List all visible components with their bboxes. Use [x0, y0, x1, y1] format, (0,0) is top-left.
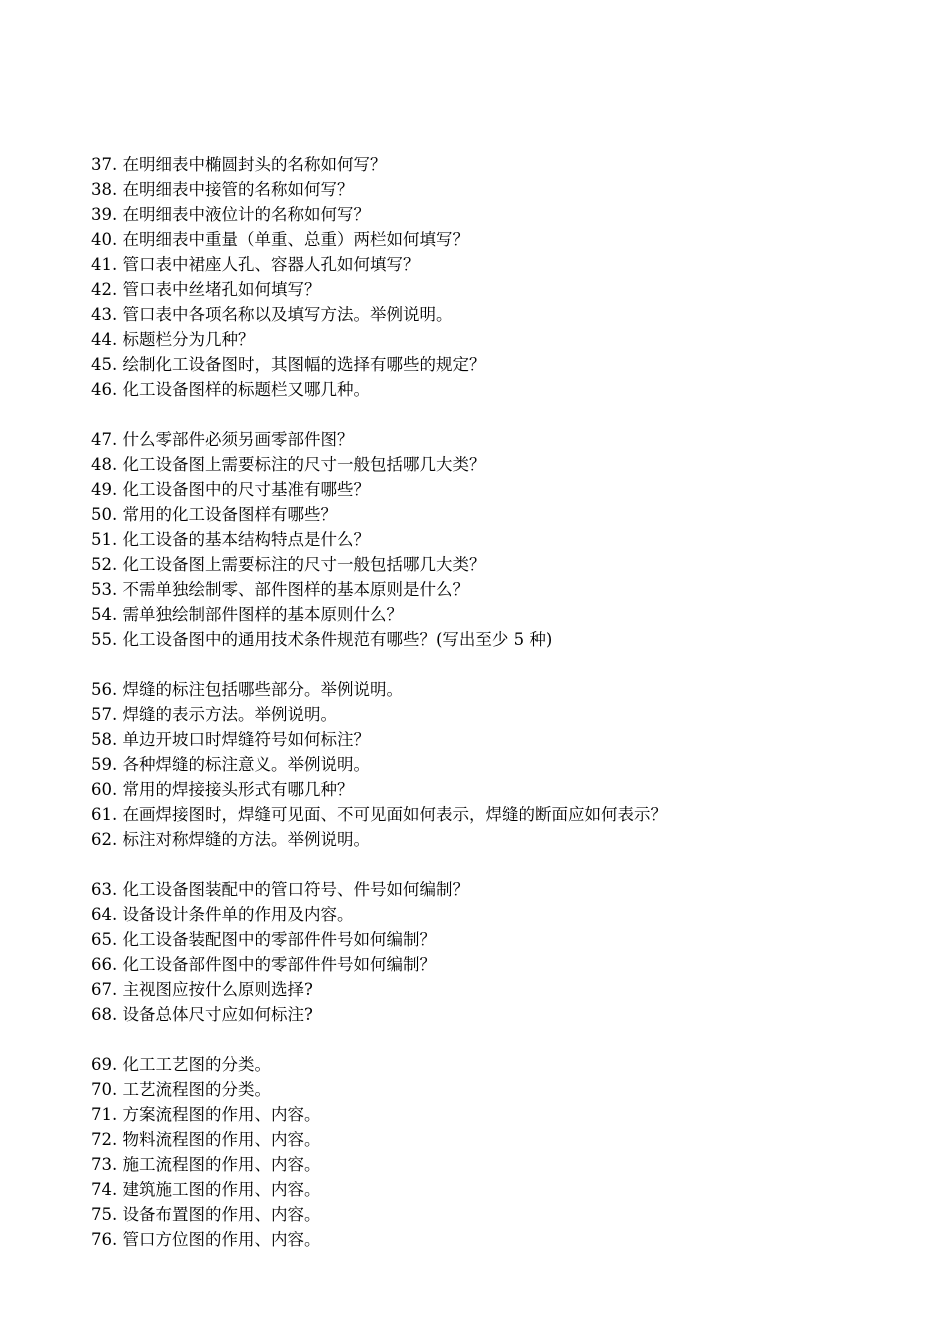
question-item: 52. 化工设备图上需要标注的尺寸一般包括哪几大类？ [91, 555, 486, 574]
question-item: 60. 常用的焊接接头形式有哪几种？ [91, 780, 354, 799]
question-item: 74. 建筑施工图的作用、内容。 [91, 1180, 321, 1199]
question-item: 59. 各种焊缝的标注意义。举例说明。 [91, 755, 370, 774]
question-item: 46. 化工设备图样的标题栏又哪几种。 [91, 380, 370, 399]
question-item: 73. 施工流程图的作用、内容。 [91, 1155, 321, 1174]
question-item: 58. 单边开坡口时焊缝符号如何标注？ [91, 730, 370, 749]
question-item: 70. 工艺流程图的分类。 [91, 1080, 271, 1099]
question-item: 71. 方案流程图的作用、内容。 [91, 1105, 321, 1124]
question-item: 39. 在明细表中液位计的名称如何写？ [91, 205, 370, 224]
question-item: 48. 化工设备图上需要标注的尺寸一般包括哪几大类？ [91, 455, 486, 474]
question-item: 37. 在明细表中椭圆封头的名称如何写？ [91, 155, 387, 174]
question-item: 67. 主视图应按什么原则选择? [91, 980, 313, 999]
question-item: 53. 不需单独绘制零、部件图样的基本原则是什么？ [91, 580, 469, 599]
question-item: 40. 在明细表中重量（单重、总重）两栏如何填写？ [91, 230, 469, 249]
question-group [91, 152, 911, 402]
question-group [91, 877, 911, 1027]
question-item: 61. 在画焊接图时，焊缝可见面、不可见面如何表示，焊缝的断面应如何表示？ [91, 805, 667, 824]
question-item: 51. 化工设备的基本结构特点是什么？ [91, 530, 370, 549]
question-item: 43. 管口表中各项名称以及填写方法。举例说明。 [91, 305, 453, 324]
question-group [91, 1052, 911, 1252]
question-item: 68. 设备总体尺寸应如何标注? [91, 1005, 313, 1024]
question-list [91, 152, 911, 1277]
question-item: 63. 化工设备图装配中的管口符号、件号如何编制？ [91, 880, 469, 899]
question-item: 57. 焊缝的表示方法。举例说明。 [91, 705, 337, 724]
question-item: 76. 管口方位图的作用、内容。 [91, 1230, 321, 1249]
question-item: 49. 化工设备图中的尺寸基准有哪些？ [91, 480, 370, 499]
question-item: 38. 在明细表中接管的名称如何写？ [91, 180, 354, 199]
question-item: 69. 化工工艺图的分类。 [91, 1055, 271, 1074]
question-item: 42. 管口表中丝堵孔如何填写？ [91, 280, 321, 299]
question-item: 65. 化工设备装配图中的零部件件号如何编制？ [91, 930, 436, 949]
question-item: 44. 标题栏分为几种？ [91, 330, 255, 349]
question-item: 62. 标注对称焊缝的方法。举例说明。 [91, 830, 370, 849]
question-item: 64. 设备设计条件单的作用及内容。 [91, 905, 354, 924]
question-item: 47. 什么零部件必须另画零部件图？ [91, 430, 354, 449]
question-group [91, 677, 911, 852]
question-item: 72. 物料流程图的作用、内容。 [91, 1130, 321, 1149]
question-item: 56. 焊缝的标注包括哪些部分。举例说明。 [91, 680, 403, 699]
question-item: 50. 常用的化工设备图样有哪些？ [91, 505, 337, 524]
question-item: 55. 化工设备图中的通用技术条件规范有哪些？(写出至少 5 种) [91, 630, 553, 649]
question-item: 75. 设备布置图的作用、内容。 [91, 1205, 321, 1224]
question-item: 54. 需单独绘制部件图样的基本原则什么？ [91, 605, 403, 624]
question-item: 41. 管口表中裙座人孔、容器人孔如何填写？ [91, 255, 420, 274]
question-item: 45. 绘制化工设备图时，其图幅的选择有哪些的规定？ [91, 355, 486, 374]
question-group [91, 427, 911, 652]
question-item: 66. 化工设备部件图中的零部件件号如何编制？ [91, 955, 436, 974]
